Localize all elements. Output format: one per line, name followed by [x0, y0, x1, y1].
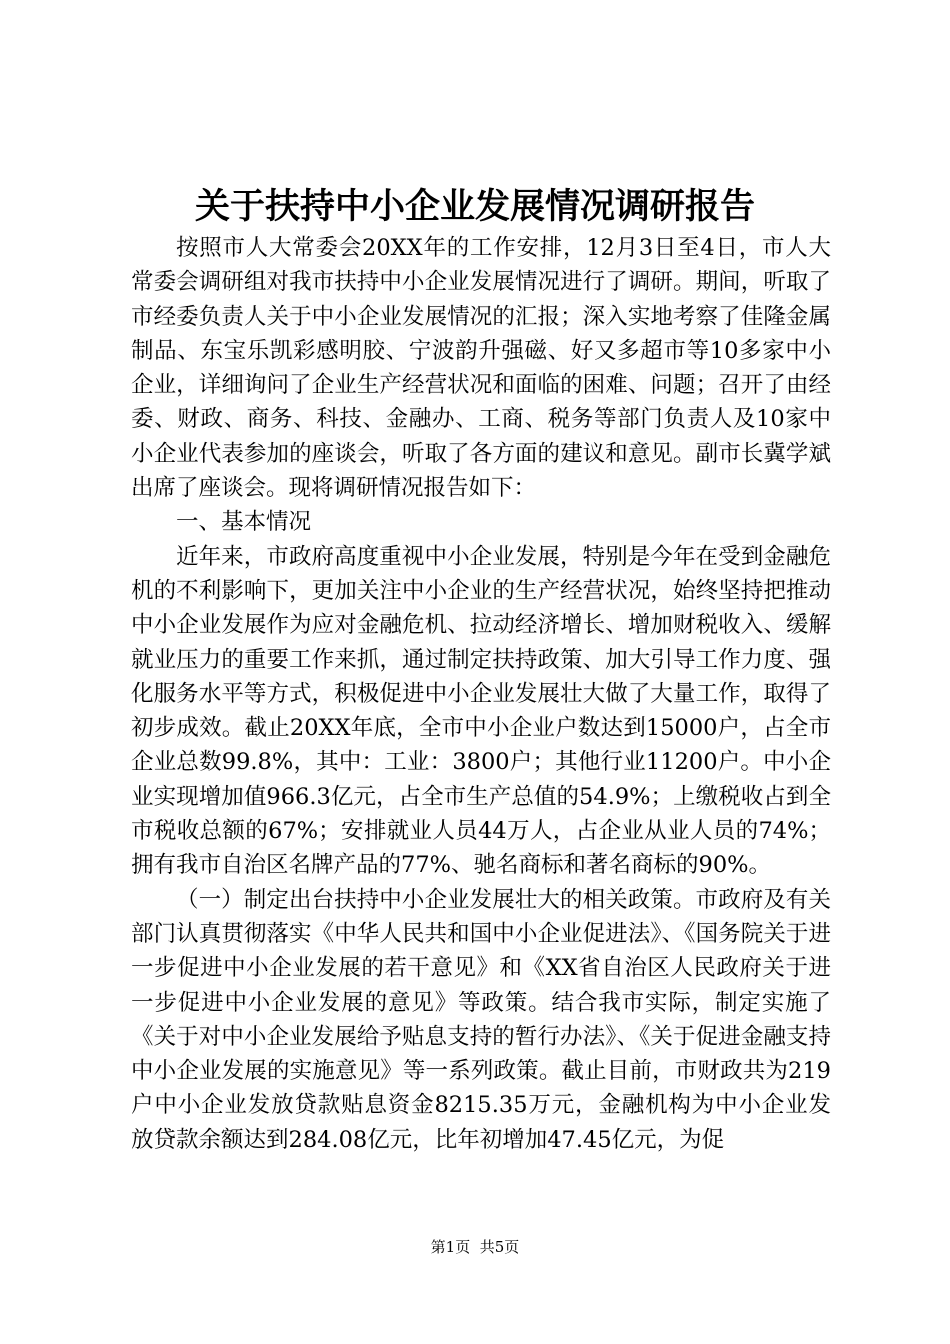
page-footer [0, 1237, 950, 1257]
page-number: 第1页 [430, 1238, 471, 1256]
document-body [131, 231, 831, 1157]
page-title: 关于扶持中小企业发展情况调研报告 [194, 186, 755, 227]
paragraph-policy: （一）制定出台扶持中小企业发展壮大的相关政策。市政府及有关部门认真贯彻落实《中华人民共和国中小企业促进法》、《国务院关于进一步促进中小企业发展的若干意见》和《XX省自治区人民政府关于进一步促进中小企业发展的意见》等政策。结合我市实际，制定实施了《关于对中小企业发展给予贴息支持的暂行办法》、《关于促进金融支持中小企业发展的实施意见》等一系列政策。截止目前，市财政共为219户中小企业发放贷款贴息资金8215.35万元，金融机构为中小企业发放贷款余额达到284.08亿元，比年初增加47.45亿元，为促 [131, 886, 831, 1153]
paragraph-basic-situation: 近年来，市政府高度重视中小企业发展，特别是今年在受到金融危机的不利影响下，更加关注中小企业的生产经营状况，始终坚持把推动中小企业发展作为应对金融危机、拉动经济增长、增加财税收入、缓解就业压力的重要工作来抓，通过制定扶持政策、加大引导工作力度、强化服务水平等方式，积极促进中小企业发展壮大做了大量工作，取得了初步成效。截止20XX年底，全市中小企业户数达到15000户，占全市企业总数99.8%，其中：工业：3800户；其他行业11200户。中小企业实现增加值966.3亿元，占全市生产总值的54.9%；上缴税收占到全市税收总额的67%；安排就业人员44万人，占企业从业人员的74%；拥有我市自治区名牌产品的77%、驰名商标和著名商标的90%。 [131, 543, 831, 879]
paragraph-intro: 按照市人大常委会20XX年的工作安排，12月3日至4日，市人大常委会调研组对我市扶持中小企业发展情况进行了调研。期间，听取了市经委负责人关于中小企业发展情况的汇报；深入实地考察了佳隆金属制品、东宝乐凯彩感明胶、宁波韵升强磁、好又多超市等10多家中小企业，详细询问了企业生产经营状况和面临的困难、问题；召开了由经委、财政、商务、科技、金融办、工商、税务等部门负责人及10家中小企业代表参加的座谈会，听取了各方面的建议和意见。副市长冀学斌出席了座谈会。现将调研情况报告如下： [131, 235, 831, 502]
page-total: 共5页 [479, 1238, 520, 1256]
section-heading: 一、基本情况 [176, 509, 312, 536]
